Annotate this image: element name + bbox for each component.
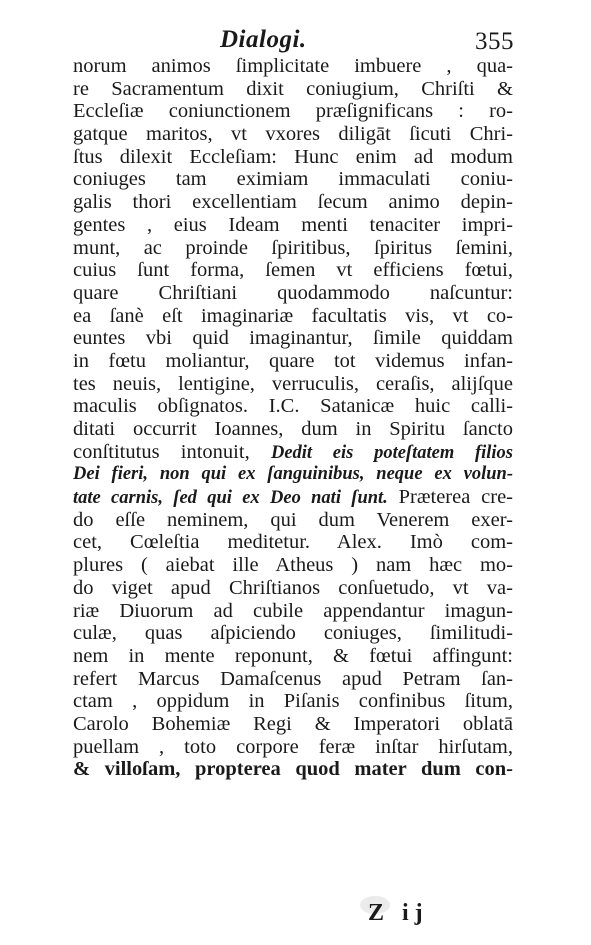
text-line-23: plures ( aiebat ille Atheus ) nam hæc mo- [73,554,513,577]
text-line-11: quare Chriſtiani quodammodo naſcuntur: [73,281,513,304]
text-line-16: maculis obſignatos. I.C. Satanicæ huic calli- [73,395,513,418]
running-head [74,22,514,56]
text-line-18 [73,441,513,464]
text-line-20-roman: Præterea cre- [387,486,513,509]
text-line-2: re Sacramentum dixit coniugium, Chriſti & [73,77,513,100]
text-line-3: Eccleſiæ coniunctionem præſignificans : ro- [73,100,513,123]
text-line-4: gatque maritos, vt vxores diligāt ſicuti Chri- [73,123,513,146]
text-line-17: ditati occurrit Ioannes, dum in Spiritu ſancto [73,418,513,440]
text-line-32: & villoſam, propterea quod mater dum con- [73,758,513,781]
text-line-24: do viget apud Chriſtianos conſuetudo, vt va- [73,576,513,599]
text-line-28: refert Marcus Damaſcenus apud Petram ſan- [73,667,513,690]
text-line-19: Dei fieri, non qui ex ſanguinibus, neque ex volun- [73,464,513,485]
text-line-29: ctam , oppidum in Piſanis confinibus ſitum, [73,690,513,713]
text-line-18-roman: conſtitutus intonuit, [73,440,271,463]
text-line-30: Carolo Bohemiæ Regi & Imperatori oblatā [73,712,513,735]
text-line-13: euntes vbi quid imaginantur, ſimile quiddam [73,327,513,350]
text-line-26: culæ, quas aſpiciendo coniuges, ſimilitudi- [73,622,513,645]
text-line-25: riæ Diuorum ad cubile appendantur imagun- [73,599,513,622]
page-number: 355 [475,28,514,55]
text-line-21: do eſſe neminem, qui dum Venerem exer- [73,508,513,531]
text-line-14: in fœtu moliantur, quare tot videmus infan- [73,349,513,372]
text-line-10: cuius ſunt forma, ſemen vt efficiens fœtui, [73,259,513,282]
text-line-15: tes neuis, lentigine, verruculis, ceraſis, alijſque [73,372,513,395]
text-line-27: nem in mente reponunt, & fœtui affingunt: [73,644,513,667]
running-title: Dialogi. [220,26,307,53]
text-line-8: gentes , eius Ideam menti tenaciter impri- [73,213,513,236]
body-text [73,55,513,781]
text-line-7: galis thori excellentiam ſecum animo depin- [73,191,513,214]
text-line-20-italic: tate carnis, ſed qui ex Deo nati ſunt. [73,488,388,509]
text-line-5: ſtus dilexit Eccleſiam: Hunc enim ad modum [73,145,513,168]
text-line-18-italic: Dedit eis poteſtatem filios [270,442,513,463]
signature-mark: Z ij [368,900,429,926]
text-line-12: ea ſanè eſt imaginariæ facultatis vis, vt co- [73,304,513,327]
text-line-9: munt, ac proinde ſpiritibus, ſpiritus ſemini, [73,236,513,259]
text-line-6: coniuges tam eximiam immaculati coniu- [73,168,513,191]
text-line-31: puellam , toto corpore feræ inſtar hirſutam, [73,735,513,758]
text-line-22: cet, Cœleſtia meditetur. Alex. Imò com- [73,531,513,554]
text-line-1: norum animos ſimplicitate imbuere , qua- [73,55,513,77]
text-line-20 [73,486,513,509]
